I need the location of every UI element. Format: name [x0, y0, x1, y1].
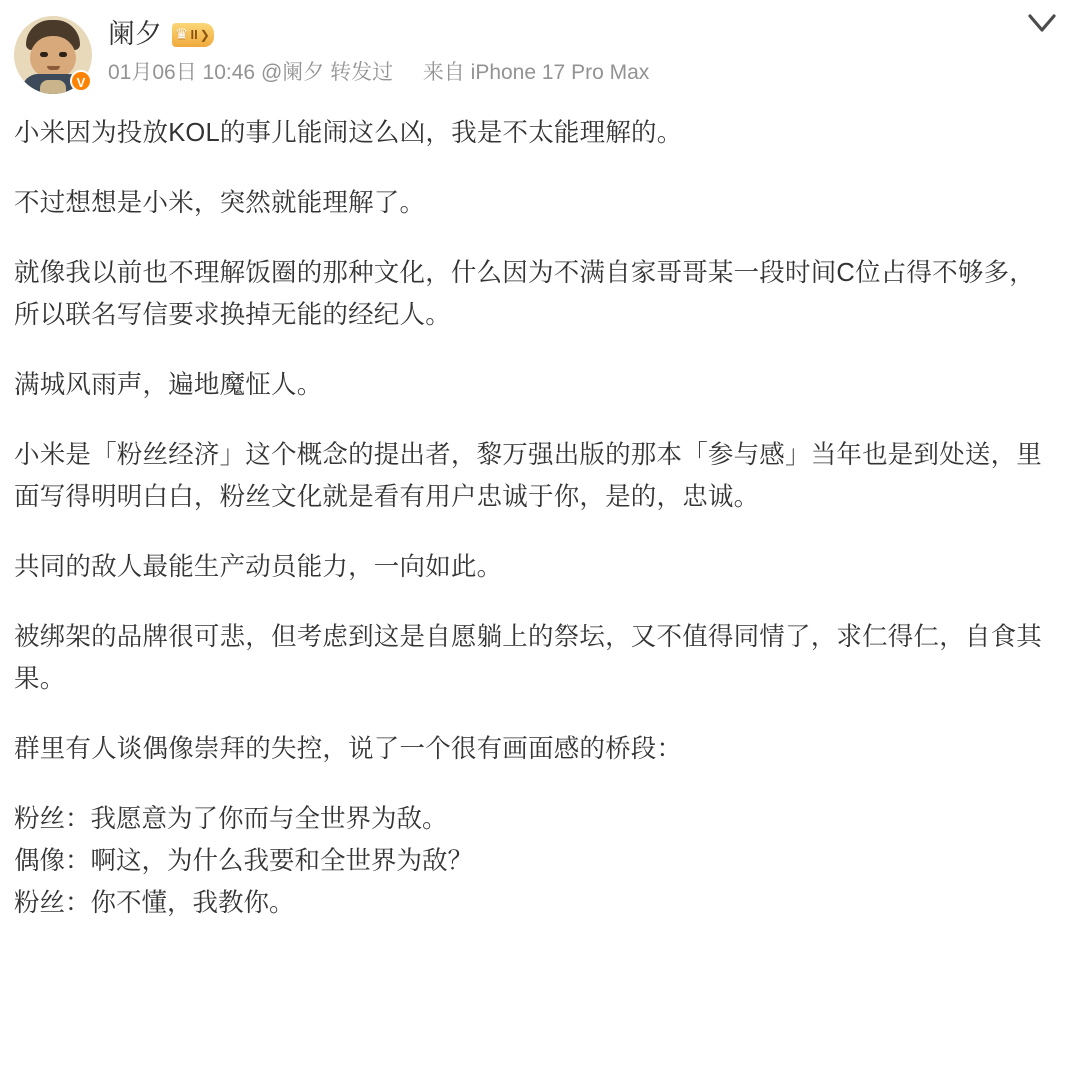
- chevron-down-icon[interactable]: [1022, 6, 1062, 40]
- author-name[interactable]: 阑夕: [108, 19, 162, 49]
- dialog-line: 偶像：啊这，为什么我要和全世界为敌？: [14, 847, 474, 875]
- avatar[interactable]: [14, 16, 92, 94]
- post-content: [14, 112, 1056, 924]
- post-paragraph: 满城风雨声，遍地魔怔人。: [14, 371, 323, 399]
- crown-icon: ♛: [175, 25, 189, 43]
- post-source-prefix: 来自: [422, 60, 465, 84]
- post-source[interactable]: iPhone 17 Pro Max: [470, 60, 650, 84]
- avatar-mouth: [47, 66, 60, 70]
- post-action: 转发过: [330, 60, 394, 84]
- post-meta: [108, 60, 1056, 85]
- dialog-line: 粉丝：你不懂，我教你。: [14, 889, 295, 917]
- avatar-eye-left: [40, 52, 48, 57]
- post-paragraph: 共同的敌人最能生产动员能力，一向如此。: [14, 553, 503, 581]
- post-paragraph: 小米因为投放KOL的事儿能闹这么凶，我是不太能理解的。: [14, 119, 683, 147]
- post-mention[interactable]: @阑夕: [260, 60, 325, 84]
- post-paragraph: 群里有人谈偶像崇拜的失控，说了一个很有画面感的桥段：: [14, 735, 683, 763]
- chevron-right-icon: ❯: [199, 27, 210, 42]
- avatar-face: [30, 36, 76, 78]
- dialog-line: 粉丝：我愿意为了你而与全世界为敌。: [14, 805, 448, 833]
- post-paragraph: 就像我以前也不理解饭圈的那种文化，什么因为不满自家哥哥某一段时间C位占得不够多，所以联名写信要求换掉无能的经纪人。: [14, 259, 1035, 329]
- member-level-label: II: [190, 26, 198, 42]
- post-header: [14, 10, 1056, 94]
- post-date: 01月06日 10:46: [108, 60, 256, 84]
- member-level-badge[interactable]: [172, 23, 214, 47]
- author-name-row: [108, 20, 1056, 50]
- post-paragraph: 小米是「粉丝经济」这个概念的提出者，黎万强出版的那本「参与感」当年也是到处送，里面写得明明白白，粉丝文化就是看有用户忠诚于你，是的，忠诚。: [14, 441, 1043, 511]
- avatar-eye-right: [59, 52, 67, 57]
- post-paragraph: 不过想想是小米，突然就能理解了。: [14, 189, 426, 217]
- post-dialog: [14, 798, 1056, 924]
- post-paragraph: 被绑架的品牌很可悲，但考虑到这是自愿躺上的祭坛，又不值得同情了，求仁得仁，自食其果。: [14, 623, 1043, 693]
- verified-badge-icon: V: [70, 70, 92, 92]
- author-info: [108, 16, 1056, 85]
- avatar-collar: [40, 80, 66, 94]
